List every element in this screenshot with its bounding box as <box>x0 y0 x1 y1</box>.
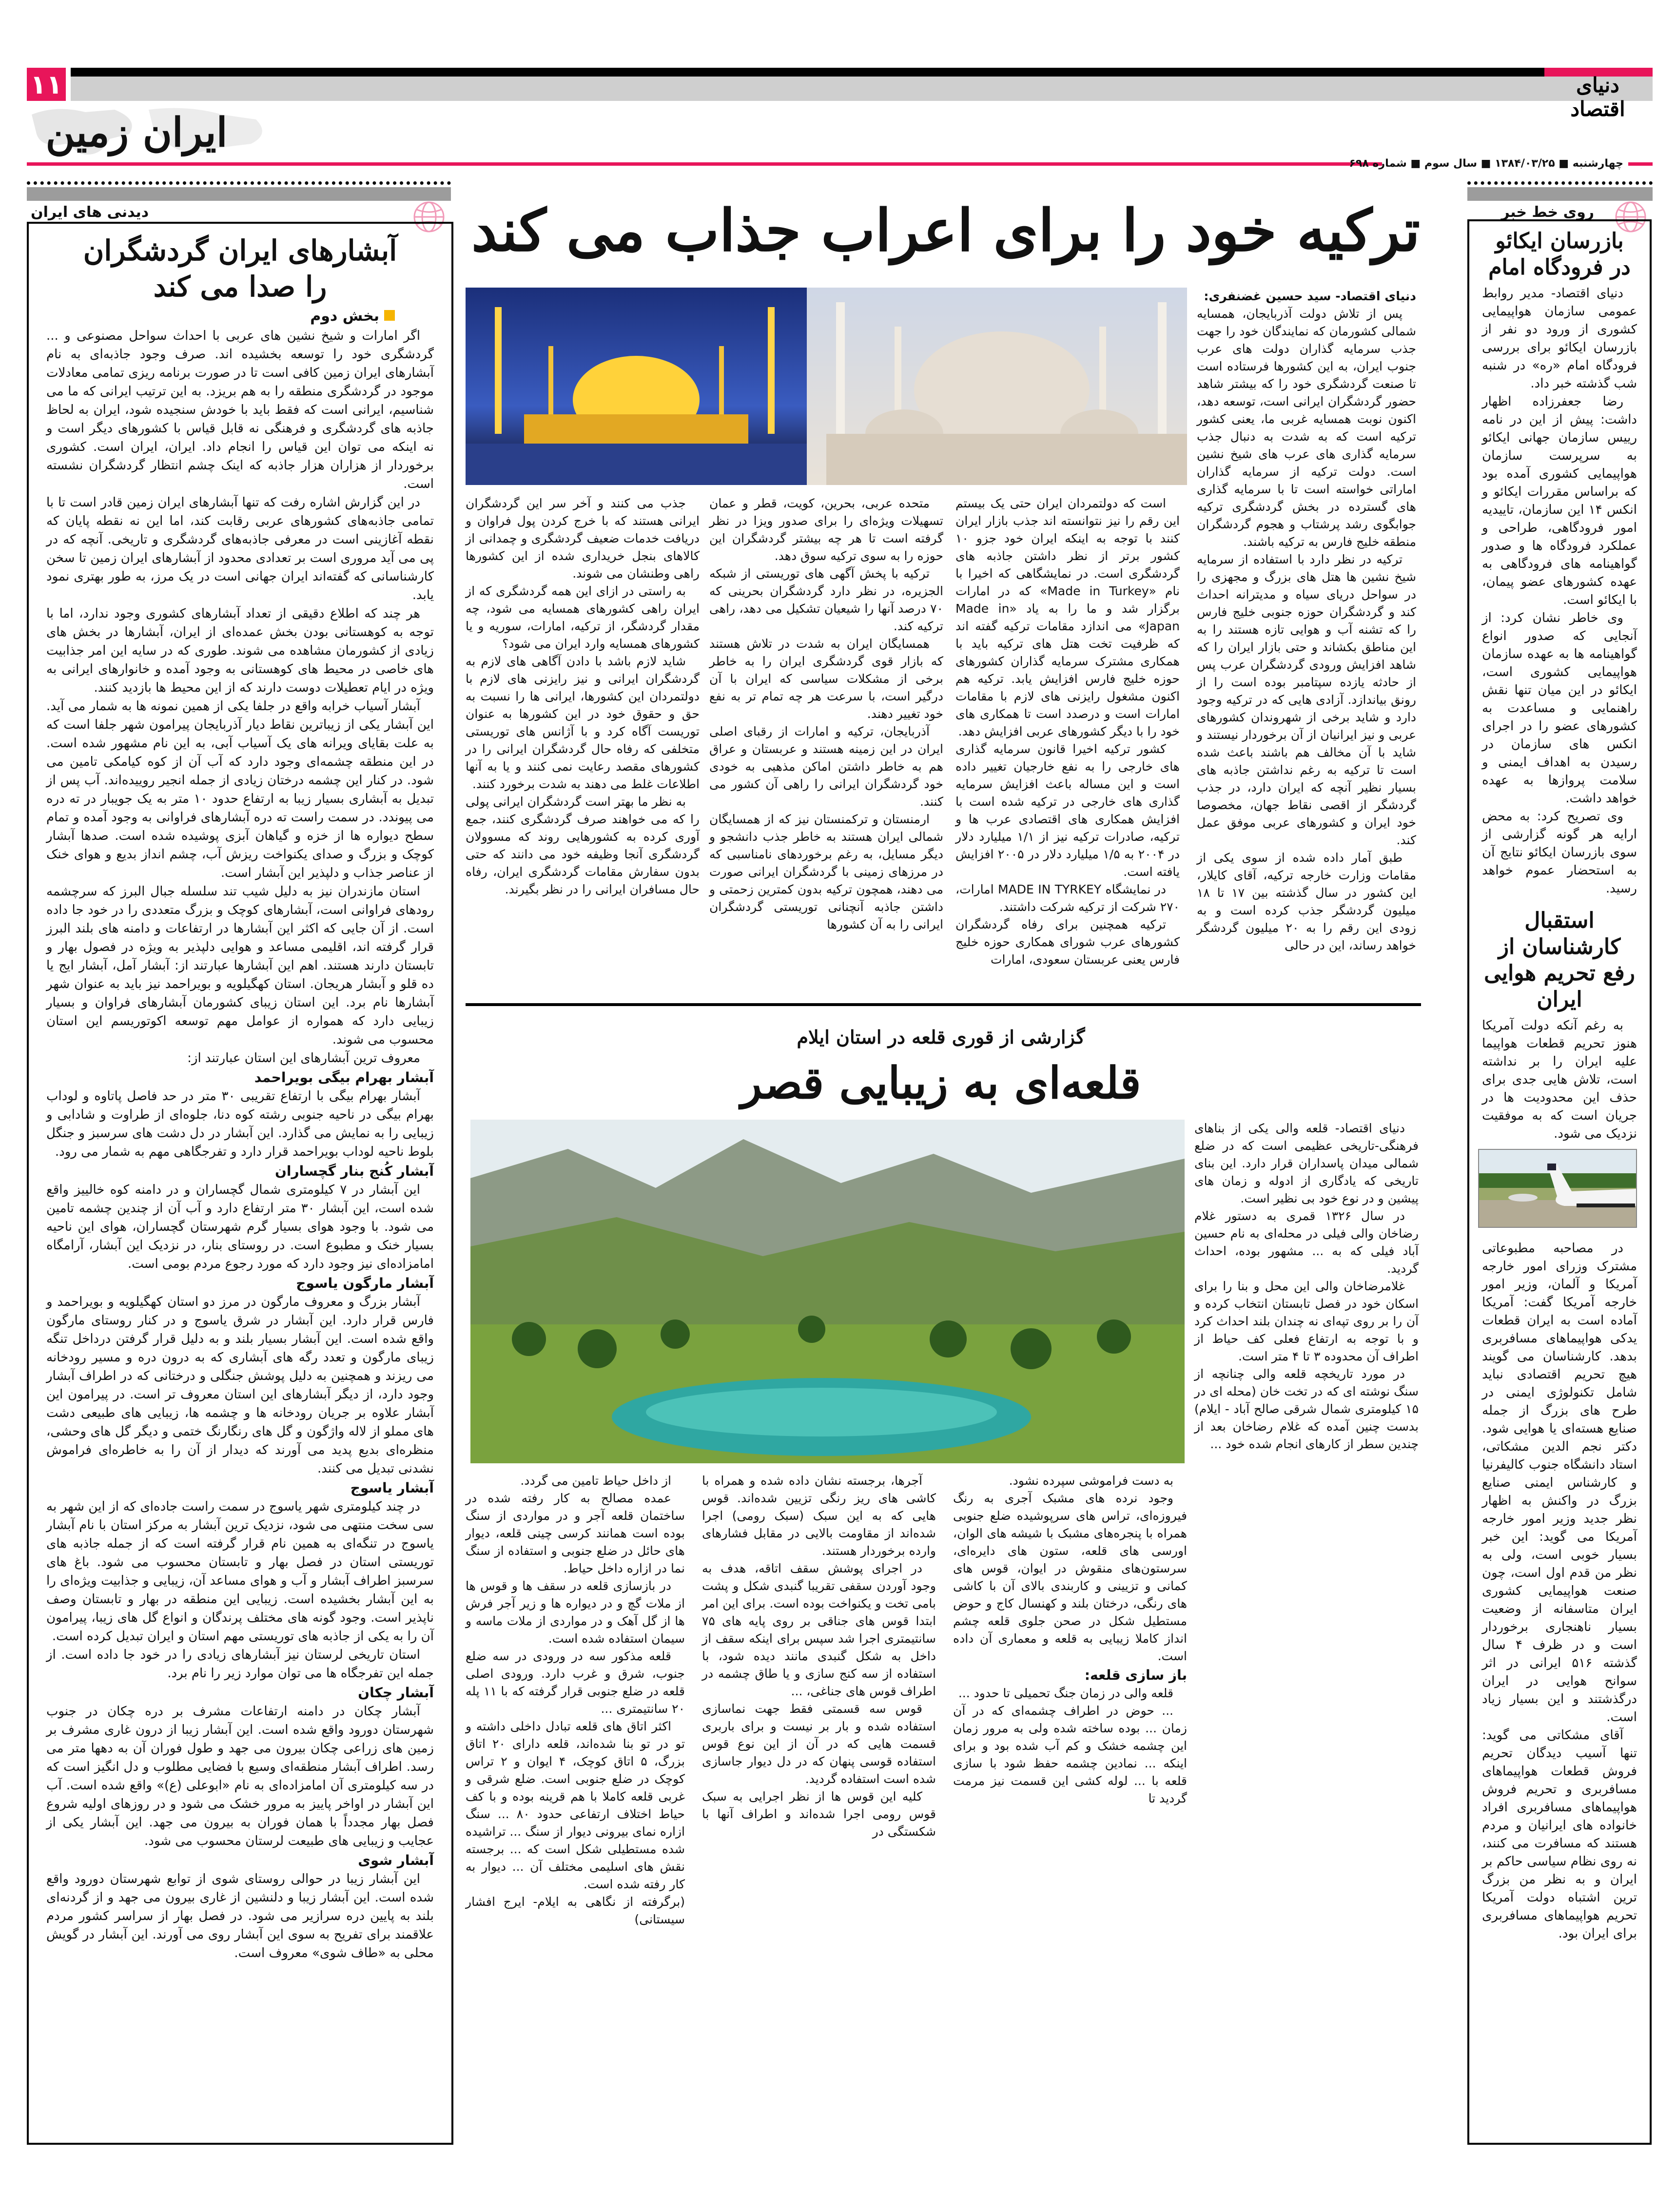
part-label <box>46 308 395 325</box>
subheading: آبشار بهرام بیگی بویراحمد <box>254 1069 434 1086</box>
masthead-band <box>71 77 1653 101</box>
news-sidebar <box>1467 219 1652 2145</box>
article-column <box>1197 288 1416 954</box>
paragraph: در سال ۱۳۲۶ قمری به دستور غلام رضاخان والی فیلی در محله‌ای به نام حسین آباد فیلی که به ... مشهور بوده، احداث گردید. <box>1194 1209 1419 1276</box>
article-headline: قلعه‌ای به زیبایی قصر <box>741 1057 1141 1109</box>
paragraph: همسایگان ایران به شدت در تلاش هستند که بازار قوی گردشگری ایران را به خاطر برخی از مشکلات سیاسی که ایران با آن درگیر است، با سرعت هر چه تمام تر به نفع خود تغییر دهند. <box>709 637 943 721</box>
section-bar <box>1467 187 1653 201</box>
castle-landscape-photo <box>470 1120 1185 1463</box>
paragraph: آبشار آسیاب خرابه واقع در جلفا یکی از همین نمونه ها به شمار می آید. این آبشار یکی از زیباترین نقاط دیار آذربایجان پیرامون شهر جلفا است که به علت بقایای ویرانه های یک آسیاب آبی، به این نام مشهور شده است. در این منطقه چشمه‌ای وجود دارد که آب آن از کوه کیامکی تامین می شود. در کنار این چشمه درختان زیادی از جمله انجیر روییده‌اند. آب پس از تبدیل به آبشاری بسیار زیبا به ارتفاع حدود ۱۰ متر به یک جویبار در ته دره می پیوندد. در سمت راست ته دره آبشارهای فراوانی به وجود آمده و تمام سطح دیواره ها از خزه و گیاهان آبزی پوشیده شده است. صدها آبشار کوچک و بزرگ و صدای یکنواخت ریزش آب، چشم انداز بدیع و هوای خنک از عناصر جذاب و دلپذیر این آبشار است. <box>46 699 434 880</box>
paragraph: به نظر ما بهتر است گردشگران ایرانی پولی را که می خواهند صرف گردشگری کنند، جمع آوری کرده به کشورهایی روند که مسوولان گردشگری آنجا وظیفه خود می دانند که حتی بدون سفارش مقامات گردشگری ایران، رفاه حال مسافران ایرانی را در نظر بگیرند. <box>466 795 700 896</box>
paragraph: ... حوض در اطراف چشمه‌ای که در آن زمان ... بوده ساخته شده ولی به مرور زمان این چشمه خشک و کم آب شده بود و برای اینکه ... نمادین چشمه حفظ شود با سازی قلعه با ... لوله کشی این قسمت نیز مرمت گردید تا <box>953 1704 1187 1805</box>
feature-headline: آبشارهای ایران گردشگران را صدا می کند <box>83 234 397 303</box>
story-body <box>1482 1017 1637 1143</box>
paragraph: وی تصریح کرد: به محض ارایه هر گونه گزارشی از سوی بازرسان ایکائو نتایج آن به استحضار عموم خواهد رسید. <box>1482 809 1637 896</box>
story-body <box>1482 285 1637 898</box>
dotted-rule <box>1467 181 1653 185</box>
paragraph: در چند کیلومتری شهر یاسوج در سمت راست جاده‌ای که از این شهر به سی سخت منتهی می شود، نزدیک ترین آبشار به مرکز استان با نام آبشار یاسوج در تنگه‌ای به همین نام قرار گرفته است که از جمله جاذبه های توریستی استان در فصل بهار و تابستان محسوب می شود. باغ های سرسبز اطراف آبشار و آب و هوای مساعد آن، زیبایی و جذابیت ویژه‌ای را به این آبشار بخشیده است. زیبایی این منطقه در بهار و تابستان وصف ناپذیر است. وجود گونه های مختلف پرندگان و انواع گل های زیبا، پیرامون آن را به یکی از جاذبه های توریستی مهم استان و ایران تبدیل کرده است. <box>46 1499 434 1644</box>
section-label: دیدنی های ایران <box>31 204 149 221</box>
airplane-photo <box>1478 1149 1637 1228</box>
subheading: باز سازی قلعه: <box>1084 1667 1187 1683</box>
paragraph: به رغم آنکه دولت آمریکا هنوز تحریم قطعات هواپیما علیه ایران را بر نداشته است، تلاش هایی جدی برای حذف این محدودیت ها در جریان است که به موفقیت نزدیک می شود. <box>1482 1018 1637 1141</box>
paragraph: کلیه این قوس ها از نظر اجرایی به سبک قوس رومی اجرا شده‌اند و اطراف آنها با شکستگی در <box>702 1789 936 1839</box>
paragraph: وی خاطر نشان کرد: از آنجایی که صدور انواع گواهینامه ها به عهده سازمان هواپیمایی کشوری است، ایکائو در این میان تنها نقش راهنمایی و مساعدت به کشورهای عضو را در اجرای انکس های سازمان در رسیدن به اهداف ایمنی و سلامت پروازها به عهده خواهد داشت. <box>1482 611 1637 806</box>
paragraph: از داخل حیاط تامین می گردد. <box>520 1474 671 1488</box>
paragraph: ترکیه با پخش آگهی های توریستی از شبکه الجزیره، در نظر دارد گردشگران بحرینی که ۷۰ درصد آنها را شیعیان تشکیل می دهد، راهی ترکیه کند. <box>709 566 943 633</box>
bullet-square-icon <box>384 310 395 321</box>
paragraph: ترکیه همچنین برای رفاه گردشگران کشورهای عرب شورای همکاری حوزه خلیج فارس یعنی عربستان سعودی، امارات <box>955 917 1180 967</box>
paragraph: شاید لازم باشد با دادن آگاهی های لازم به گردشگران ایرانی و نیز رایزنی های لازم با دولتمردان این کشورها، ایرانی ها را نسبت به حق و حقوق خود در این کشورها به عنوان توریست آگاه کرد و با آژانس های توریستی متخلفی که رفاه حال گردشگران ایرانی را در کشورهای مقصد رعایت نمی کنند و یا به آنها اطلاعات غلط می دهند به شدت برخورد کنند. <box>466 654 700 791</box>
paragraph: استان مازندران نیز به دلیل شیب تند سلسله جبال البرز که سرچشمه رودهای فراوانی است، آبشارهای کوچک و بزرگ متعددی را در خود جا داده است. از آن جایی که اکثر این آبشارها در ارتفاعات و دامنه های بلند البرز قرار گرفته اند، اقلیمی مساعد و هوایی دلپذیر به ویژه در فصول بهار و تابستان دارند هستند. اهم این آبشارها عبارتند از: آبشار آمل، آبشار ایج یا ده قلو و آبشار هریجان. استان کهگیلویه و بویراحمد نیز باید به عنوان شهر آبشارها نام برد. این استان زیبای کشورمان آبشارهای فراوان و بسیار زیبایی دارد که همواره از عوامل مهم توسعه اکوتوریسم این استان محسوب می شوند. <box>46 884 434 1047</box>
paragraph: اکثر اتاق های قلعه تبادل داخلی داشته و تو در تو بنا شده‌اند، قلعه دارای ۲۰ اتاق بزرگ، ۵ اتاق کوچک، ۴ ایوان و ۲ تراس کوچک در ضلع جنوبی است. ضلع شرقی و غربی قلعه کاملا با هم قرینه بوده و با کف حیاط اختلاف ارتفاعی حدود ۸۰ ... سنگ ازاره نمای بیرونی دیوار از سنگ ... تراشیده شده مستطیلی شکل است که ... برجسته نقش های اسلیمی مختلف آن ... دیوار به کار رفته شده است. <box>466 1719 685 1891</box>
paragraph: است که دولتمردان ایران حتی یک بیستم این رقم را نیز نتوانسته اند جذب بازار ایران کنند با توجه به اینکه ایران خود جزو ۱۰ کشور برتر از نظر داشتن جاذبه های گردشگری است. در نمایشگاهی که اخیرا با نام «Made in Turkey» که در امارات برگزار شد و ما را به یاد «Made in Japan» می اندازد مقامات ترکیه گفته اند که ظرفیت تخت هتل های ترکیه باید با همکاری مشترک سرمایه گذاران کشورهای حوزه خلیج فارس افزایش یابد. ترکیه هم اکنون مشغول رایزنی های لازم با مقامات امارات است و درصدد است تا همکاری های خود را با دیگر کشورهای عربی افزایش دهد. <box>955 496 1180 738</box>
story-headline: بازرسان ایکائو در فرودگاه امام <box>1488 229 1631 280</box>
paragraph: عمده مصالح به کار رفته شده در ساختمان قلعه آجر و در مواردی از سنگ بوده است همانند کرسی چینی قلعه، دیوار های حائل در ضلع جنوبی و استفاده از سنگ نما در ازاره داخل حیاط. <box>466 1491 685 1575</box>
paragraph: به راستی در ازای این همه گردشگری که از ایران راهی کشورهای همسایه می شود، چه مقدار گردشگر، از ترکیه، امارات، سوریه و یا کشورهای همسایه وارد ایران می شود؟ <box>466 584 700 651</box>
paragraph: کشور ترکیه اخیرا قانون سرمایه گذاری های خارجی را به نفع خارجیان تغییر داده است و این مساله باعث افزایش سرمایه گذاری های خارجی در ترکیه شده است با افزایش همکاری های اقتصادی عرب ها و ترکیه، صادرات ترکیه نیز از ۱/۱ میلیارد دلار در ۲۰۰۴ به ۱/۵ میلیارد دلار در ۲۰۰۵ افزایش یافته است. <box>955 742 1180 879</box>
paragraph: دنیای اقتصاد- قلعه والی یکی از بناهای فرهنگی-تاریخی عظیمی است که در ضلع شمالی میدان پاسداران قرار دارد. این بنای تاریخی که یادگاری از ادوله و زمان های پیشین و در نوع خود بی نظیر است. <box>1194 1121 1419 1205</box>
paragraph: در مورد تاریخچه قلعه والی چنانچه از سنگ نوشته ای که در تخت خان (محله ای در ۱۵ کیلومتری شمال شرقی صالح آباد - ایلام) بدست چنین آمده که غلام رضاخان بعد از چندین سطر از کارهای انجام شده خود ... <box>1194 1367 1419 1451</box>
paragraph: غلامرضاخان والی این محل و بنا را برای اسکان خود در فصل تابستان انتخاب کرده و آن را بر روی تپه‌ای نه چندان بلند احداث کرد و با توجه به ارتفاع فعلی کف حیاط از اطراف آن محدوده ۳ تا ۴ متر است. <box>1194 1279 1419 1363</box>
article-kicker: گزارشی از قوری قلعه در استان ایلام <box>797 1026 1085 1048</box>
article-divider <box>466 1003 1421 1006</box>
article-column <box>702 1472 936 1841</box>
paragraph: پس از تلاش دولت آذربایجان، همسایه شمالی کشورمان که نمایندگان خود را جهت جذب سرمایه گذاران دولت های عرب جنوب ایران، به این کشورها فرستاده است تا صنعت گردشگری خود را که بیشتر شاهد حضور گردشگران ایرانی است، توسعه دهد، اکنون نوبت همسایه غربی ما، یعنی کشور ترکیه است که به شدت به دنبال جذب سرمایه گذاری های عرب های شیخ نشین است. دولت ترکیه از سرمایه گذاران اماراتی خواسته است تا با سرمایه گذاری های گسترده در بخش گردشگری ترکیه جوابگوی رشد پرشتاب و هجوم گردشگران منطقه خلیج فارس به ترکیه باشند. <box>1197 307 1416 549</box>
article-column <box>709 495 943 933</box>
paragraph: این آبشار در ۷ کیلومتری شمال گچساران و در دامنه کوه خالییز واقع شده است، این آبشار ۳۰ متر ارتفاع دارد و آب آن از چندین چشمه تامین می شود. با وجود هوای بسیار گرم شهرستان گچساران، هوای این ناحیه بسیار خنک و مطبوع است. در روستای بنار، در نزدیک این آبشار، آرامگاه امامزاده‌ای نیز وجود دارد که مورد رجوع مردم بومی است. <box>46 1183 434 1271</box>
paragraph: معروف ترین آبشارهای این استان عبارتند از: <box>187 1051 420 1066</box>
article-column <box>466 1472 685 1928</box>
paragraph: آبشار بزرگ و معروف مارگون در مرز دو استان کهگیلویه و بویراحمد و فارس قرار دارد. این آبشار در شرق یاسوج و در کنار روستای مارگون واقع شده است. این آبشار بسیار بلند و به دلیل قرار گرفتن درداخل تنگه زیبای مارگون و تعدد رگه های آبشاری که به درون دره و مسیر رودخانه می ریزند و همچنین به دلیل پوشش جنگلی و درختانی که در اطراف آبشار وجود دارد، از دیگر آبشارهای این استان معروف تر است. در پیرامون این آبشار علاوه بر جریان رودخانه ها و چشمه ها، زیبایی های طبیعی دشت های مملو از لاله واژگون و گل های رنگارنگ ختمی و دیگر گل های وحشی، منظره‌ای بدیع پدید می آورند که دیدار از آن را به خاطره‌ای فراموش نشدنی تبدیل می کنند. <box>46 1295 434 1476</box>
paragraph: ترکیه در نظر دارد با استفاده از سرمایه شیخ نشین ها هتل های بزرگ و مجهزی را در سواحل دریای سیاه و مدیترانه احداث کند و گردشگران حوزه جنوبی خلیج فارس را که تشنه آب و هوایی تازه هستند را به این مناطق بکشاند و حتی بازار ایران را که شاهد افزایش ورودی گردشگران عرب پس از حادثه یازده سپتامبر بوده است را از رونق بیاندازد. آزادی هایی که در ترکیه وجود دارد و شاید برخی از شهروندان کشورهای عربی و نیز ایرانیان از آن برخوردار نیستند و شاید با آن مخالف هم باشند باعث شده است تا ترکیه به رغم نداشتن جاذبه های بسیار نظیر آنچه که ایران دارد، در جذب گردشگر از اقصی نقاط جهان، مخصوصا خود ایران و کشورهای عربی موفق عمل کند. <box>1197 552 1416 847</box>
section-rule <box>27 162 1382 166</box>
section-label: روی خط خبر <box>1501 204 1594 221</box>
byline: دنیای اقتصاد- سید حسین غضنفری: <box>1204 289 1416 303</box>
article-column <box>955 495 1180 969</box>
column-text <box>466 1472 685 1893</box>
story-headline: استقبال کارشناسان از رفع تحریم هوایی ایران <box>1484 908 1635 1012</box>
photo-credit: (برگرفته از نگاهی به ایلام- ایرج افشار سیستانی) <box>466 1895 685 1926</box>
paragraph: این آبشار زیبا در حوالی روستای شوی از توابع شهرستان دورود واقع شده است. این آبشار زیبا و دلنشین از غاری بیرون می جهد و از گردنه‌ای بلند به پایین دره سرازیر می شود. در فصل بهار از سراسر کشور مردم علاقمند برای تفریح به سوی این آبشار روی می آورند. این آبشار در گویش محلی به «طاف شوی» معروف است. <box>46 1872 434 1960</box>
mosque-photo <box>466 288 1187 485</box>
paragraph: قلعه مذکور سه در ورودی در سه ضلع جنوب، شرق و غرب دارد. ورودی اصلی قلعه در ضلع جنوبی قرار گرفته که با ۱۱ پله ۲۰ سانتیمتری ... <box>466 1649 685 1716</box>
section-bar <box>27 187 451 201</box>
paragraph: آذربایجان، ترکیه و امارات از رقبای اصلی ایران در این زمینه هستند و عربستان و عراق هم به خاطر داشتن اماکن مذهبی به خودی خود گردشگران ایرانی را راهی آن کشور می کنند. <box>709 724 943 809</box>
dateline: چهارشنبه ■ ۱۳۸۴/۰۳/۲۵ ■ سال سوم ■ شماره ۶۹۸ <box>1349 157 1623 170</box>
story-body <box>1482 1240 1637 1943</box>
paragraph: آجرها، برجسته نشان داده شده و همراه با کاشی های ریز رنگی تزیین شده‌اند. قوس هایی که به این سبک (سبک رومی) اجرا شده‌اند از مقاومت بالایی در مقابل فشارهای وارده برخوردار هستند. <box>702 1474 936 1558</box>
paragraph: اگر امارات و شیخ نشین های عربی با احداث سواحل مصنوعی و ... گردشگری خود را توسعه بخشیده اند. صرف وجود جاذبه‌ای به نام آبشارهای ایران زمین کافی است تا در صورت برنامه ریزی تمامی معادلات موجود در گردشگری منطقه را به هم بریزد. به این ترتیب ایرانی که ما می شناسیم، ایرانی است که فقط باید با خودش سنجیده شود، ایران به لحاظ جاذبه های گردشگری و فرهنگی نه قابل قیاس با کشورهای دیگر است و نه اینکه می توان این قیاس را انجام داد. ایران، ایران است. کشوری برخوردار از هزاران هزار جاذبه که اینک چشم انتظار گردشگران نشسته است. <box>46 329 434 491</box>
subheading: آبشار مارگون یاسوج <box>296 1275 434 1291</box>
paragraph: رضا جعفرزاده اظهار داشت: پیش از این در نامه رییس سازمان جهانی ایکائو به سرپرست سازمان هواپیمایی کشوری آمده بود که براساس مقررات ایکائو و انکس ۱۴ این سازمان، تاییدیه امور فرودگاهی، طراحی و عملکرد فرودگاه ها و صدور گواهینامه های فرودگاهی به عهده کشورهای عضو پیمان، با ایکائو است. <box>1482 394 1637 607</box>
paragraph: جذب می کنند و آخر سر این گردشگران ایرانی هستند که با خرج کردن پول فراوان و دریافت خدمات ضعیف گردشگری و چمدانی از کالاهای بنجل خریداری شده از این کشورها راهی وطنشان می شوند. <box>466 496 700 581</box>
subheading: آبشار یاسوج <box>350 1480 434 1496</box>
dateline-marker <box>1628 162 1653 166</box>
dotted-rule <box>27 181 451 185</box>
paragraph: در اجرای پوشش سقف اتاقه، هدف به وجود آوردن سقفی تقریبا گنبدی شکل و پشت بامی تخت و یکنواخت بوده است. برای این امر ابتدا قوس های جناقی بر روی پایه های ۷۵ سانتیمتری اجرا شد سپس برای اینکه سقف از داخل به شکل گنبدی مانند دیده شود، با استفاده از سه کنج سازی و یا طاق چشمه در اطراف قوس های جناغی، ... <box>702 1561 936 1698</box>
subheading: آبشار کُنج بنار گچساران <box>274 1163 434 1179</box>
paragraph: طبق آمار داده شده از سوی یکی از مقامات وزارت خارجه ترکیه، آقای کایلار، این کشور در سال گذشته بین ۱۷ تا ۱۸ میلیون گردشگر جذب کرده است و به زودی این رقم را به ۲۰ میلیون گردشگر خواهد رساند، این در حالی <box>1197 851 1416 952</box>
paragraph: وجود نرده های مشبک آجری به رنگ فیروزه‌ای، تراس های سرپوشیده ضلع جنوبی همراه با پنجره‌های مشبک با شیشه های الوان، اورسی های قلعه، ستون های دایره‌ای، سرستون‌های منقوش در ایوان، قوس های کمانی و تزیینی و کاربندی بالای آن با کاشی های رنگی، درختان بلند و کهنسال کاج و حوض مستطیل شکل در صحن جلوی قلعه چشم انداز کاملا زیبایی به قلعه و معماری آن داده است. <box>953 1491 1187 1663</box>
paragraph: دنیای اقتصاد- مدیر روابط عمومی سازمان هواپیمایی کشوری از ورود دو نفر از بازرسان ایکائو برای بررسی فرودگاه امام «ره» در شنبه شب گذشته خبر داد. <box>1482 286 1637 391</box>
paragraph: آبشار بهرام بیگی با ارتفاع تقریبی ۳۰ متر در حد فاصل پاتاوه و لوداب بهرام بیگی در ناحیه جنوبی رشته کوه دنا، جلوه‌ای از طراوت و شادابی و زیبایی را به نمایش می گذارد. این آبشار در دل دشت های سرسبز و جنگل بلوط ناحیه لوداب بویراحمد قرار دارد و تفرجگاهی مهم به شمار می رود. <box>46 1089 434 1159</box>
feature-body <box>46 327 434 1962</box>
paragraph: در مصاحبه مطبوعاتی مشترک وزرای امور خارجه آمریکا و آلمان، وزیر امور خارجه آمریکا گفت: آمریکا آماده است به ایران قطعات یدکی هواپیماهای مسافربری بدهد. کارشناسان می گویند هیچ تحریم اقتصادی نباید شامل تکنولوژی ایمنی در طرح های بزرگ از جمله صنایع هسته‌ای یا هوایی شود. دکتر نجم الدین مشکاتی، استاد دانشگاه جنوب کالیفرنیا و کارشناس ایمنی صنایع بزرگ در واکنش به اظهار نظر جدید وزیر امور خارجه آمریکا می گوید: این خبر بسیار خوبی است، ولی به نظر من قدم اول است، چون صنعت هواپیمایی کشوری ایران متاسفانه از وضعیت بسیار ناهنجاری برخوردار است و در ظرف ۴ سال گذشته ۵۱۶ ایرانی در اثر سوانح هوایی در ایران درگذشتند و این بسیار زیاد است. <box>1482 1241 1637 1725</box>
paragraph: در بازسازی قلعه در سقف ها و قوس ها از ملات گچ و در دیواره ها و زیر آجر فرش ها از گل آهک و در مواردی از ملات ماسه و سیمان استفاده شده است. <box>466 1579 685 1646</box>
paragraph: قلعه والی در زمان جنگ تحمیلی تا حدود ... <box>958 1686 1173 1700</box>
paragraph: ارمنستان و ترکمنستان نیز که از همسایگان شمالی ایران هستند به خاطر جذب دانشجو و دیگر مسایل، به رغم برخوردهای نامناسبی که در مرزهای زمینی با گردشگران ایرانی صورت می دهند، همچون ترکیه بدون کمترین زحمتی و داشتن جاذبه آنچنانی توریستی گردشگران ایرانی را به آن کشورها <box>709 812 943 931</box>
newspaper-logo: دنیای اقتصاد <box>1570 73 1625 121</box>
paragraph: متحده عربی، بحرین، کویت، قطر و عمان تسهیلات ویژه‌ای را برای صدور ویزا در نظر گرفته است تا هر چه بیشتر گردشگران این حوزه را به سوی ترکیه سوق دهد. <box>709 496 943 563</box>
waterfalls-feature <box>27 222 453 2145</box>
main-headline: ترکیه خود را برای اعراب جذاب می کند <box>471 196 1421 264</box>
paragraph: آقای مشکاتی می گوید: تنها آسیب دیدگان تحریم فروش قطعات هواپیماهای مسافربری و تحریم فروش هواپیماهای مسافربری افراد خانواده های ایرانیان و مردم هستند که مسافرت می کنند، نه روی نظام سیاسی حاکم بر ایران و به نظر من بزرگ ترین اشتباه دولت آمریکا تحریم هواپیماهای مسافربری برای ایران بود. <box>1482 1728 1637 1941</box>
part-text: بخش دوم <box>310 308 379 325</box>
subheading: آبشار شوی <box>358 1852 434 1868</box>
article-column <box>1194 1120 1419 1453</box>
subheading: آبشار چکان <box>358 1685 434 1701</box>
article-column <box>953 1472 1187 1807</box>
paragraph: قوس سه قسمتی فقط جهت نماسازی استفاده شده و بار بر نیست و برای باربری قسمت هایی که در آن از این نوع قوس استفاده قوسی پنهان که در دل دیوار جاسازی شده است استفاده گردید. <box>702 1702 936 1786</box>
paragraph: در این گزارش اشاره رفت که تنها آبشارهای ایران زمین قادر است تا با تمامی جاذبه‌های کشورهای عربی رقابت کند، اما این نه نقطه پایان که نقطه آغازینی است در معرفی جاذبه‌های گردشگری و تاریخی. آنچه که در پی می آید مروری است بر تعدادی محدود از آبشارهای ایران زمین تا سخن کارشناسانی که گفته‌اند ایران جهانی است در یک مرز، به طور بهتری نمود یابد. <box>46 495 434 602</box>
article-column <box>466 495 700 898</box>
page-number: ۱۱ <box>27 68 66 101</box>
paragraph: هر چند که اطلاع دقیقی از تعداد آبشارهای کشوری وجود ندارد، اما با توجه به کوهستانی بودن بخش عمده‌ای از ایران، آبشارها در بخش های زیادی از کشورمان مشاهده می شوند. طوری که در سایه این امر جذابیت های خاصی در محیط های کوهستانی به وجود آمده و خانوارهای ایرانی به ویژه در ایام تعطیلات دوست دارند که از این محیط ها بازدید کنند. <box>46 606 434 695</box>
column-text <box>1197 305 1416 954</box>
paragraph: به دست فراموشی سپرده نشود. <box>1009 1474 1173 1488</box>
paragraph: در نمایشگاه MADE IN TYRKEY امارات، ۲۷۰ شرکت از ترکیه شرکت داشتند. <box>955 882 1180 914</box>
paragraph: آبشار چکان در دامنه ارتفاعات مشرف بر دره چکان در جنوب شهرستان دورود واقع شده است. این آبشار زیبا از درون غاری مشرف بر زمین های زراعی چکان بیرون می جهد و طول فوران آن به دهها متر می رسد. اطراف آبشار منطقه‌ای وسیع با فضایی مطلوب و دل انگیز است که در سه کیلومتری آن امامزاده‌ای به نام «ابوعلی (ع)» واقع شده است. آب این آبشار در اواخر پاییز به مرور خشک می شود و در روزهای اولیه شروع فصل بهار مجدداً با همان فوران به بیرون می جهد. این آبشار یکی از عجایب و زیبایی های طبیعت لرستان محسوب می شود. <box>46 1704 434 1848</box>
masthead-top-bar <box>71 68 1653 77</box>
paragraph: استان تاریخی لرستان نیز آبشارهای زیادی را در خود جا داده است. از جمله این تفرجگاه ها می توان موارد زیر را نام برد. <box>46 1648 434 1681</box>
section-title: ایران زمین <box>45 109 228 156</box>
